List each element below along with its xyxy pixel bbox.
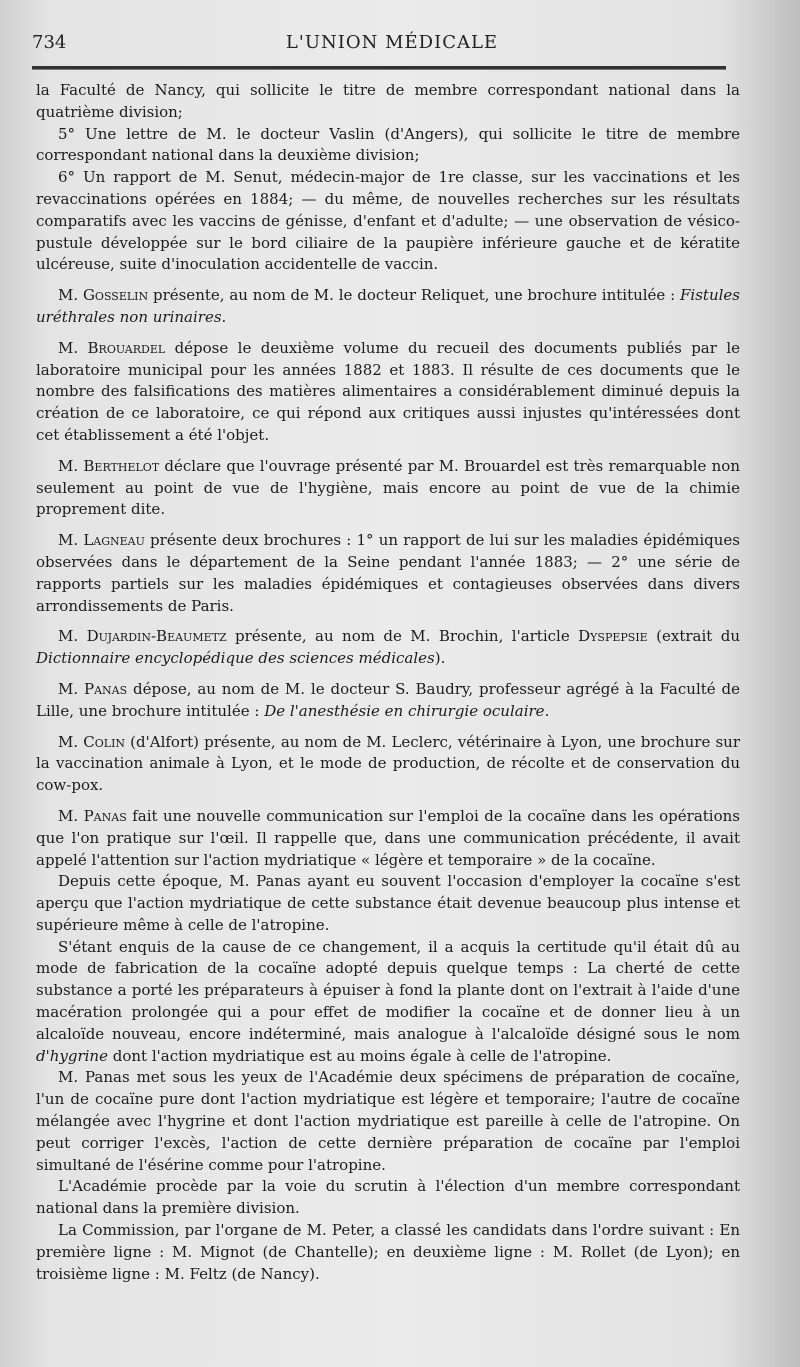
paragraph-text: fait une nouvelle communication sur l'emploi de la cocaïne dans les opérations que l'on pratique sur l'œil. Il rappelle que, dans une communication précédente, il avait appelé l'attention sur l'action mydriatique « légère et temporaire » de la cocaïne. bbox=[36, 806, 740, 869]
speaker-name: Panas bbox=[83, 806, 127, 825]
article-name: Dyspepsie bbox=[578, 627, 648, 646]
paragraph-text: présente, au nom de M. le docteur Reliquet, une brochure intitulée : bbox=[148, 286, 681, 305]
paragraph-11 bbox=[36, 806, 740, 871]
article-body bbox=[36, 80, 740, 1285]
paragraph-15 bbox=[36, 1176, 740, 1220]
paragraph-text: dont l'action mydriatique est au moins égale à celle de l'atropine. bbox=[107, 1046, 612, 1065]
title-prefix: M. bbox=[58, 806, 84, 825]
paragraph-text: dépose, au nom de M. le docteur S. Baudry, professeur agrégé à la Faculté de Lille, une brochure intitulée : bbox=[36, 679, 740, 720]
paragraph-12 bbox=[36, 871, 740, 936]
paragraph-14 bbox=[36, 1067, 740, 1176]
paragraph-text: la Faculté de Nancy, qui sollicite le titre de membre correspondant national dans la quatrième division; bbox=[36, 81, 740, 121]
paragraph-6 bbox=[36, 456, 740, 521]
paragraph-text: S'étant enquis de la cause de ce changement, il a acquis la certitude qu'il était dû au mode de fabrication de la cocaïne adopté depuis quelque temps : La cherté de cette substance a porté les préparateurs à épuiser à fond la plante dont on l'extrait à l'aide d'une macération prolongée qui a pour effet de modifier la cocaïne et de donner lieu à un alcaloïde nouveau, encore indéterminé, mais analogue à l'alcaloïde désigné sous le nom bbox=[36, 937, 740, 1043]
paragraph-1 bbox=[36, 80, 740, 124]
title-prefix: M. bbox=[58, 531, 84, 550]
paragraph-16 bbox=[36, 1220, 740, 1285]
paragraph-text: présente, au nom de M. Brochin, l'article bbox=[226, 627, 579, 646]
speaker-name: Panas bbox=[84, 679, 128, 698]
paragraph-text: 5° Une lettre de M. le docteur Vaslin (d'Angers), qui sollicite le titre de membre correspondant national dans la deuxième division; bbox=[36, 124, 740, 165]
title-prefix: M. bbox=[58, 732, 84, 751]
speaker-name: Berthelot bbox=[83, 456, 160, 475]
speaker-name: Dujardin-Beaumetz bbox=[86, 627, 227, 646]
paragraph-4 bbox=[36, 285, 740, 329]
paragraph-text: M. Panas met sous les yeux de l'Académie deux spécimens de préparation de cocaïne, l'un de cocaïne pure dont l'action mydriatique est légère et temporaire; l'autre de cocaïne mélangée avec l'hygrine et dont l'action mydriatique est pareille à celle de l'atropine. On peut corriger l'excès, l'action de cette dernière préparation de cocaïne par l'emploi simultané de l'ésérine comme pour l'atropine. bbox=[36, 1068, 740, 1174]
italic-term: d'hygrine bbox=[36, 1046, 108, 1065]
paragraph-8 bbox=[36, 626, 740, 670]
title-prefix: M. bbox=[58, 679, 84, 698]
paragraph-10 bbox=[36, 732, 740, 797]
page-number: 734 bbox=[32, 32, 67, 53]
title-prefix: M. bbox=[58, 456, 84, 475]
paragraph-text: La Commission, par l'organe de M. Peter, a classé les candidats dans l'ordre suivant : En première ligne : M. Mignot (de Chantelle); en deuxième ligne : M. Rollet (de Lyon); en troisième ligne : M. Feltz (de Nancy). bbox=[36, 1221, 740, 1283]
paragraph-text: Depuis cette époque, M. Panas ayant eu souvent l'occasion d'employer la cocaïne s'est aperçu que l'action mydriatique de cette substance était devenue beaucoup plus intense et supérieure même à celle de l'atropine. bbox=[36, 872, 740, 934]
paragraph-9 bbox=[36, 679, 740, 723]
speaker-name: Lagneau bbox=[83, 531, 145, 550]
paragraph-2 bbox=[36, 124, 740, 168]
paragraph-text: présente deux brochures : 1° un rapport de lui sur les maladies épidémiques observées dans le département de la Seine pendant l'année 1883; — 2° une série de rapports partiels sur les maladies épidémiques et contagieuses observées dans divers arrondissements de Paris. bbox=[36, 531, 740, 615]
title-prefix: M. bbox=[58, 338, 88, 357]
header-rule bbox=[32, 66, 726, 70]
paragraph-3 bbox=[36, 167, 740, 276]
suffix: . bbox=[221, 307, 227, 326]
paragraph-text: dépose le deuxième volume du recueil des documents publiés par le laboratoire municipal pour les années 1882 et 1883. Il résulte de ces documents que le nombre des falsifications des matières alimentaires a considérablement diminué depuis la création de ce laboratoire, ce qui répond aux critiques aussi injustes qu'intéressées dont cet établissement a été l'objet. bbox=[36, 338, 740, 444]
paragraph-text: L'Académie procède par la voie du scrutin à l'élection d'un membre correspondant national dans la première division. bbox=[36, 1177, 740, 1218]
paragraph-text: 6° Un rapport de M. Senut, médecin-major de 1re classe, sur les vaccinations et les revaccinations opérées en 1884; — du même, de nouvelles recherches sur les résultats comparatifs avec les vaccins de génisse, d'enfant et d'adulte; — une observation de vésico-pustule développée sur le bord ciliaire de la paupière inférieure gauche et de kératite ulcéreuse, suite d'inoculation accidentelle de vaccin. bbox=[36, 168, 740, 274]
paragraph-13 bbox=[36, 937, 740, 1068]
speaker-name: Brouardel bbox=[87, 338, 166, 357]
speaker-name: Colin bbox=[83, 732, 126, 751]
italic-title: Fistules uréthrales non urinaires bbox=[36, 286, 740, 326]
paragraph-text: (extrait du bbox=[647, 627, 740, 646]
journal-title: L'UNION MÉDICALE bbox=[285, 32, 499, 53]
italic-title: Dictionnaire encyclopédique des sciences médicales bbox=[36, 649, 435, 668]
paragraph-text: déclare que l'ouvrage présenté par M. Brouardel est très remarquable non seulement au point de vue de l'hygiène, mais encore au point de vue de la chimie proprement dite. bbox=[36, 456, 740, 519]
suffix: ). bbox=[434, 649, 446, 668]
paragraph-5 bbox=[36, 338, 740, 447]
paragraph-text: (d'Alfort) présente, au nom de M. Leclerc, vétérinaire à Lyon, une brochure sur la vaccination animale à Lyon, et le mode de production, de récolte et de conservation du cow-pox. bbox=[36, 732, 740, 795]
paragraph-7 bbox=[36, 530, 740, 617]
page-header bbox=[32, 32, 752, 62]
speaker-name: Gosselin bbox=[82, 286, 149, 305]
italic-title: De l'anesthésie en chirurgie oculaire bbox=[264, 701, 545, 720]
title-prefix: M. bbox=[58, 627, 87, 646]
title-prefix: M. bbox=[58, 286, 83, 305]
suffix: . bbox=[544, 701, 550, 720]
